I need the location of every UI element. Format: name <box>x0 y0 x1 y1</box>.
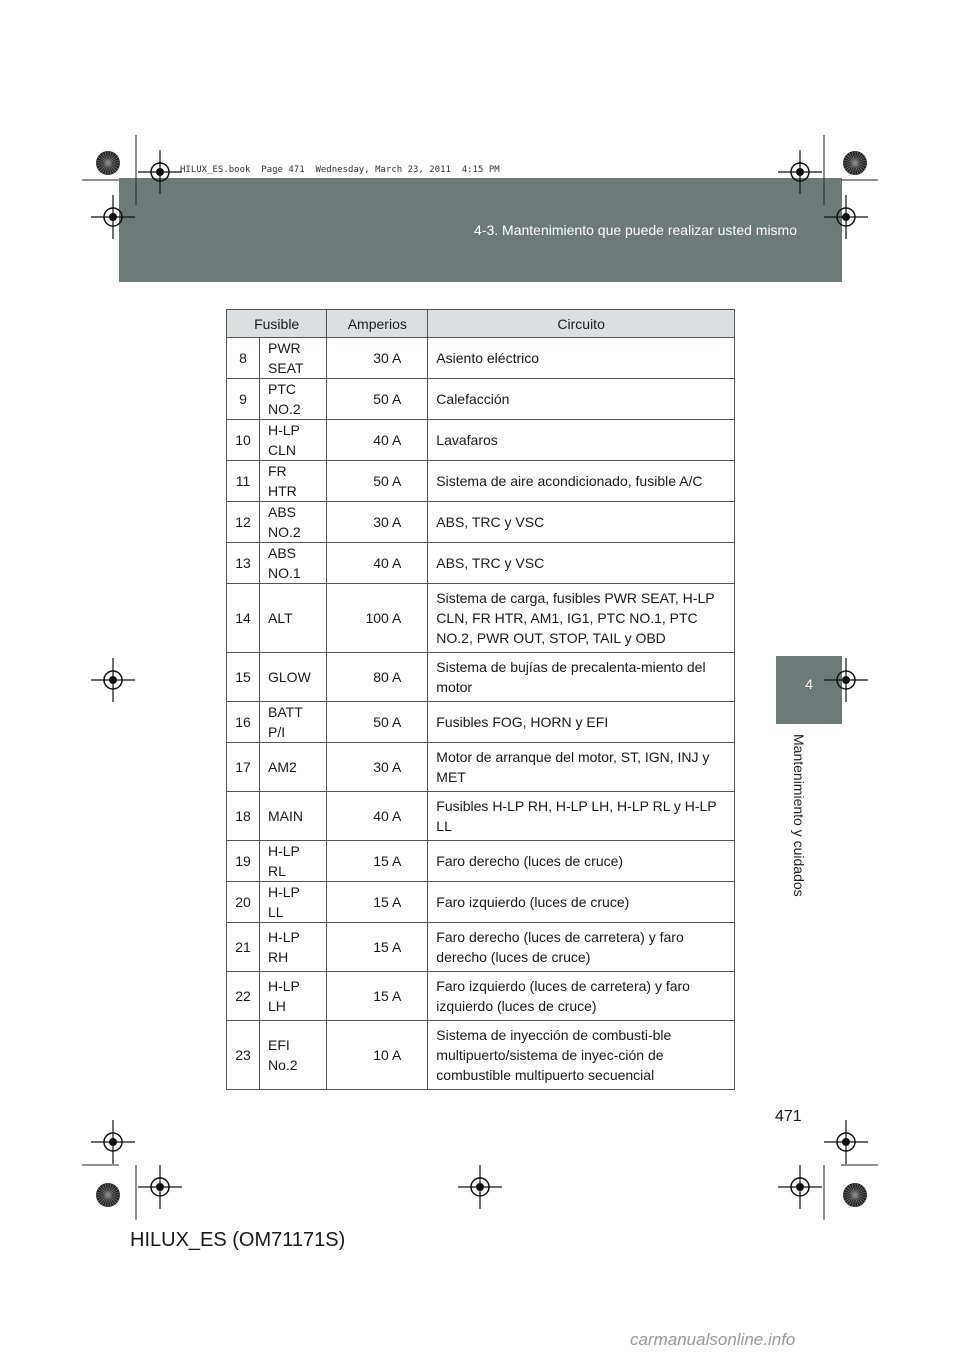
fuse-name: H-LP RH <box>260 923 327 972</box>
fuse-name: H-LP CLN <box>260 420 327 461</box>
fuse-amps: 30 A <box>327 502 428 543</box>
fuse-name: ALT <box>260 584 327 653</box>
header-amperios: Amperios <box>327 310 428 338</box>
fuse-circuit: Sistema de carga, fusibles PWR SEAT, H-LP CLN, FR HTR, AM1, IG1, PTC NO.1, PTC NO.2, PWR OUT, STOP, TAIL y OBD <box>428 584 735 653</box>
fuse-name: H-LP RL <box>260 841 327 882</box>
fuse-number: 13 <box>227 543 260 584</box>
fuse-number: 15 <box>227 653 260 702</box>
color-dial-1 <box>843 151 867 175</box>
registration-target-1 <box>91 195 135 239</box>
fuse-number: 21 <box>227 923 260 972</box>
fuse-amps: 40 A <box>327 420 428 461</box>
fuse-amps: 50 A <box>327 702 428 743</box>
fuse-name: AM2 <box>260 743 327 792</box>
registration-target-3 <box>824 195 868 239</box>
fuse-amps: 40 A <box>327 543 428 584</box>
fuse-number: 18 <box>227 792 260 841</box>
fuse-name: BATT P/I <box>260 702 327 743</box>
color-dial-2 <box>96 1183 120 1207</box>
color-dial-0 <box>96 151 120 175</box>
fuse-name: H-LP LH <box>260 972 327 1021</box>
fuse-circuit: Sistema de bujías de precalenta-miento del motor <box>428 653 735 702</box>
fuse-name: FR HTR <box>260 461 327 502</box>
chapter-label: Mantenimiento y cuidados <box>791 734 807 897</box>
fuse-amps: 50 A <box>327 461 428 502</box>
registration-target-0 <box>138 150 182 194</box>
fuse-amps: 30 A <box>327 338 428 379</box>
fuse-amps: 30 A <box>327 743 428 792</box>
fuse-circuit: Calefacción <box>428 379 735 420</box>
print-stamp: HILUX_ES.book Page 471 Wednesday, March 23, 2011 4:15 PM <box>180 165 500 175</box>
fuse-name: PWR SEAT <box>260 338 327 379</box>
fuse-name: PTC NO.2 <box>260 379 327 420</box>
section-title: 4-3. Mantenimiento que puede realizar usted mismo <box>474 222 797 238</box>
registration-target-9 <box>458 1165 502 1209</box>
registration-target-8 <box>138 1165 182 1209</box>
registration-target-5 <box>824 658 868 702</box>
fuse-number: 12 <box>227 502 260 543</box>
fuse-number: 19 <box>227 841 260 882</box>
fuse-number: 14 <box>227 584 260 653</box>
fuse-number: 17 <box>227 743 260 792</box>
fuse-circuit: Faro derecho (luces de carretera) y faro derecho (luces de cruce) <box>428 923 735 972</box>
fuse-circuit: Faro izquierdo (luces de cruce) <box>428 882 735 923</box>
fuse-number: 8 <box>227 338 260 379</box>
fuse-number: 11 <box>227 461 260 502</box>
fuse-number: 16 <box>227 702 260 743</box>
book-code: HILUX_ES (OM71171S) <box>130 1229 346 1251</box>
registration-target-6 <box>91 1120 135 1164</box>
fuse-name: MAIN <box>260 792 327 841</box>
fuse-circuit: Lavafaros <box>428 420 735 461</box>
fuse-name: ABS NO.2 <box>260 502 327 543</box>
fuse-circuit: Faro derecho (luces de cruce) <box>428 841 735 882</box>
fuse-amps: 40 A <box>327 792 428 841</box>
fuse-circuit: Asiento eléctrico <box>428 338 735 379</box>
fuse-number: 10 <box>227 420 260 461</box>
fuse-name: ABS NO.1 <box>260 543 327 584</box>
fuse-circuit: Sistema de inyección de combusti-ble multipuerto/sistema de inyec-ción de combustible multipuerto secuencial <box>428 1021 735 1090</box>
fuse-circuit: Motor de arranque del motor, ST, IGN, INJ y MET <box>428 743 735 792</box>
fuse-circuit: Fusibles FOG, HORN y EFI <box>428 702 735 743</box>
registration-target-4 <box>91 658 135 702</box>
fuse-amps: 15 A <box>327 972 428 1021</box>
chapter-number: 4 <box>805 676 813 692</box>
fuse-amps: 15 A <box>327 882 428 923</box>
fuse-name: EFI No.2 <box>260 1021 327 1090</box>
fuse-amps: 100 A <box>327 584 428 653</box>
footer-watermark: carmanualsonline.info <box>630 1330 796 1349</box>
fuse-number: 20 <box>227 882 260 923</box>
fuse-number: 23 <box>227 1021 260 1090</box>
fuse-amps: 10 A <box>327 1021 428 1090</box>
fuse-circuit: Fusibles H-LP RH, H-LP LH, H-LP RL y H-LP LL <box>428 792 735 841</box>
fuse-name: H-LP LL <box>260 882 327 923</box>
registration-target-7 <box>824 1120 868 1164</box>
fuse-circuit: Sistema de aire acondicionado, fusible A/C <box>428 461 735 502</box>
fuse-circuit: ABS, TRC y VSC <box>428 543 735 584</box>
fuse-circuit: ABS, TRC y VSC <box>428 502 735 543</box>
fuse-circuit: Faro izquierdo (luces de carretera) y faro izquierdo (luces de cruce) <box>428 972 735 1021</box>
fuse-amps: 50 A <box>327 379 428 420</box>
header-circuito: Circuito <box>428 310 735 338</box>
fuse-amps: 15 A <box>327 923 428 972</box>
fuse-number: 9 <box>227 379 260 420</box>
registration-target-2 <box>778 150 822 194</box>
fuse-name: GLOW <box>260 653 327 702</box>
fuse-number: 22 <box>227 972 260 1021</box>
registration-target-10 <box>778 1165 822 1209</box>
page-number: 471 <box>775 1108 802 1125</box>
fuse-amps: 80 A <box>327 653 428 702</box>
color-dial-3 <box>843 1183 867 1207</box>
fuse-amps: 15 A <box>327 841 428 882</box>
header-fusible: Fusible <box>227 310 327 338</box>
